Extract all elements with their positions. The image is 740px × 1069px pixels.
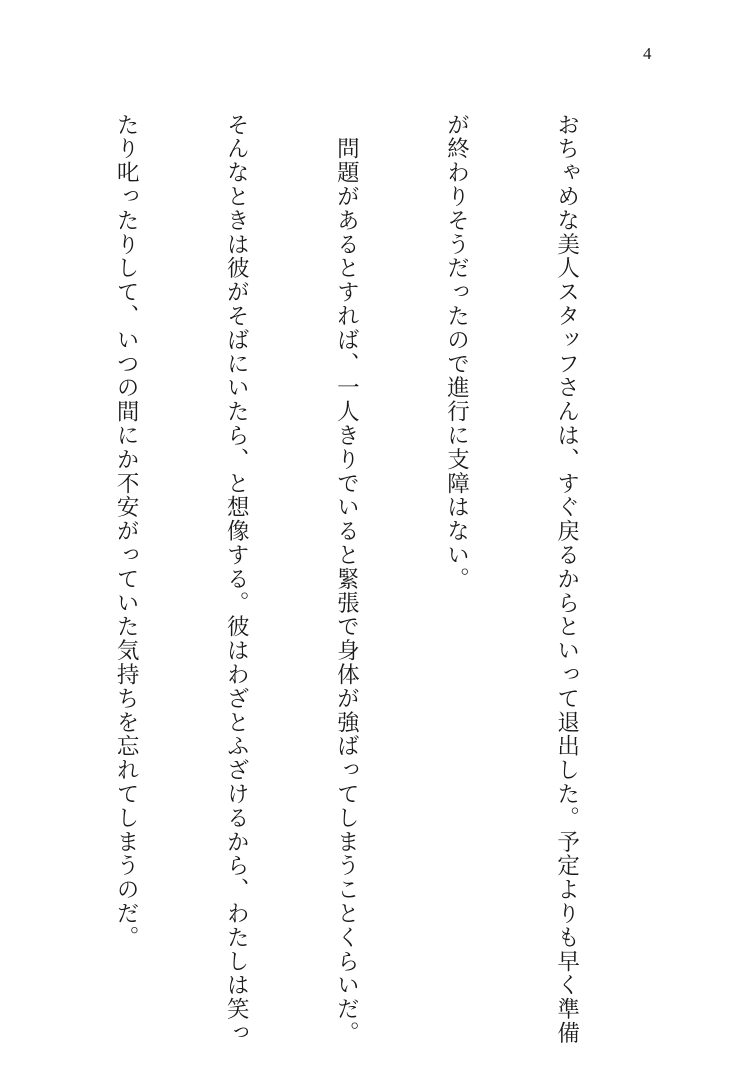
text-line: おちゃめな美人スタッフさんは、すぐ戻るからといって退出した。予定よりも早く準備 — [553, 113, 580, 1046]
text-line: たり叱ったりして、いつの間にか不安がっていた気持ちを忘れてしまうのだ。 — [113, 113, 140, 950]
text-line: 問題があるとすれば、一人きりでいると緊張で身体が強ばってしまうことくらいだ。 — [333, 113, 360, 1046]
text-line: そんなときは彼がそばにいたら、と想像する。彼はわざとふざけるから、わたしは笑っ — [223, 113, 250, 1046]
page-number: 4 — [643, 44, 652, 63]
text-line: が終わりそうだったので進行に支障はない。 — [443, 113, 470, 591]
body-text — [0, 113, 658, 1046]
